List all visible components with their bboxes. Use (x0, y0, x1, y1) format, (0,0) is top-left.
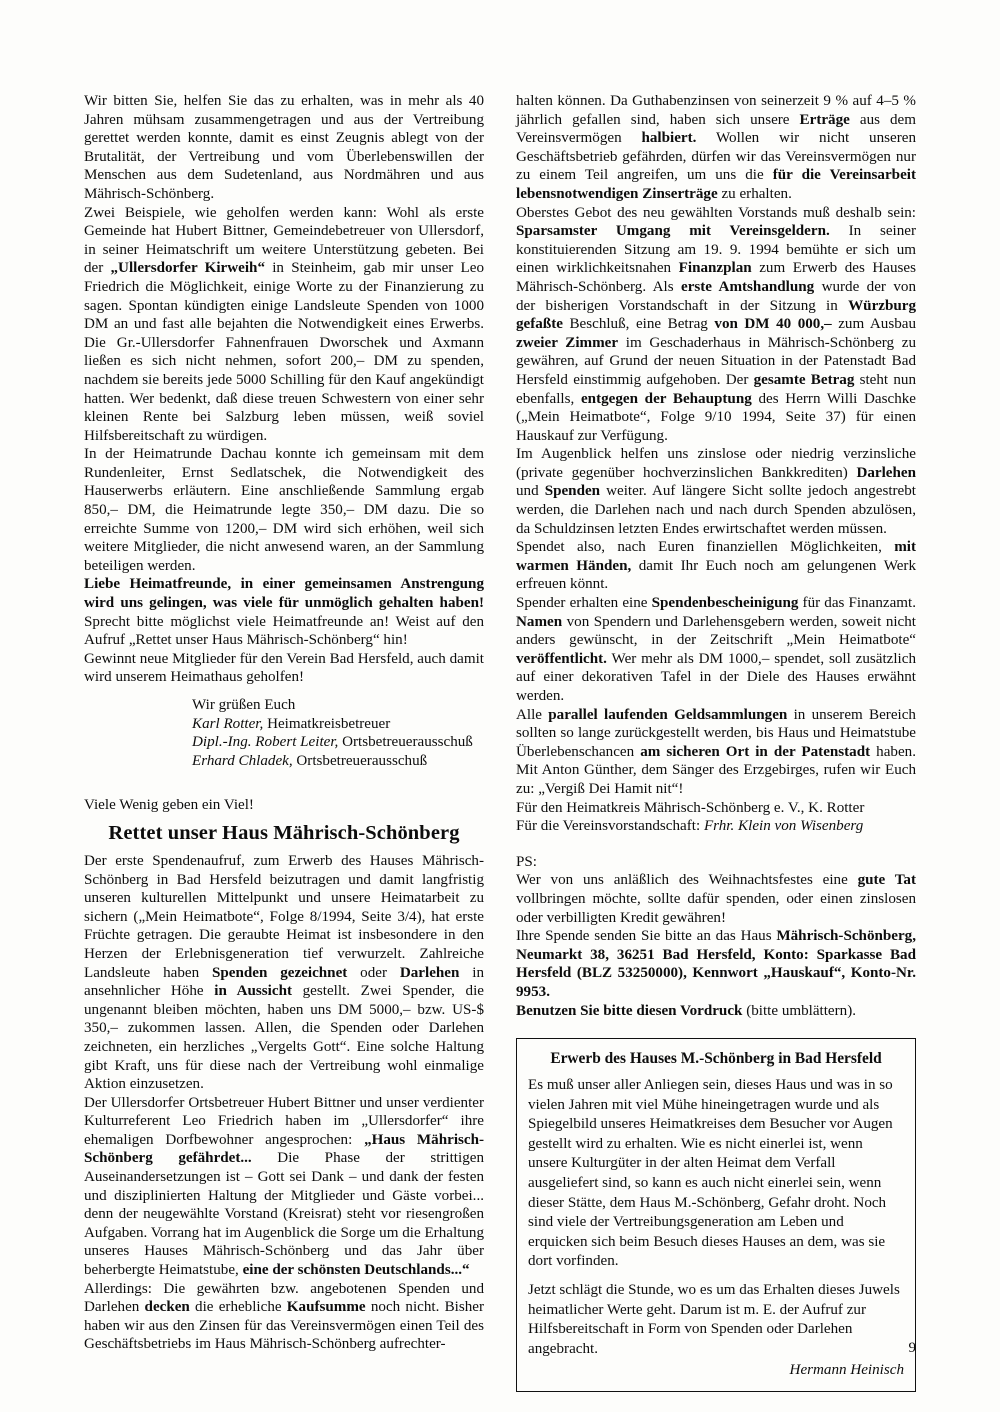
right-column (516, 92, 916, 1392)
paragraph-text: Im Augenblick helfen uns zinslose oder niedrig verzinsliche (private gegenüber hochverzinslichen Bankkrediten) (516, 446, 916, 481)
page-number: 9 (908, 1340, 916, 1356)
box-paragraph-2 (528, 1281, 904, 1359)
paragraph-text: in Steinheim, gab mir unser Leo Friedrich die Möglichkeit, einige Worte zu der Finanzierung zu sagen. Spontan kündigten einige Landsleute Spenden von 1000 DM an und fast alle bejahten die Notwendigkeit eines Erwerbs. Die Gr.-Ullersdorfer Fahnenfrauen Dworschek und Axmann ließen es sich nicht nehmen, sofort 200,– DM zu spenden, nachdem sie bereits jede 5000 Schilling für den Kauf angekündigt hatten. Wer bedenkt, daß diese treuen Schwestern von einer sehr kleinen Rente bei Salzburg leben müssen, weiß soviel Hilfsbereitschaft zu würdigen. (84, 260, 484, 444)
paragraph-intro (84, 92, 484, 204)
paragraph-text: des Herrn Willi Daschke („Mein Heimatbote“, Folge 9/10 1994, Seite 37) für einen Hauskauf zur Verfügung. (516, 390, 917, 444)
paragraph-text: Wollen wir nicht unseren Geschäftsbetrieb gefährden, dürfen wir das Vereinsvermögen nur zu einem Teil angreifen, um uns die (516, 130, 916, 184)
emphasis-entgegen-behauptung: entgegen der Behauptung (580, 390, 752, 407)
paragraph-text: noch nicht. Bisher haben wir aus den Zinsen für das Vereinsvermögen einen Teil des Geschäftsbetriebs im Haus Mährisch-Schönberg aufrechter- (84, 1299, 484, 1353)
emphasis-kaufsumme: Kaufsumme (286, 1299, 366, 1316)
motto-text: Viele Wenig geben ein Viel! (84, 797, 254, 814)
emphasis-parallel-geldsammlungen: parallel laufenden Geldsammlungen (548, 706, 788, 723)
paragraph-text: Der erste Spendenaufruf, zum Erwerb des Hauses Mährisch-Schönberg in Bad Hersfeld beizutragen und damit langfristig unseren kulturellen Mittelpunkt und unsere Heimatarbeit zu sichern („Mein Heimatbote“, Folge 8/1994, Seite 3/4), hat erste Früchte getragen. Die geraubte Heimat ist insbesondere in den Herzen der Erlebnisgeneration tief verwurzelt. Zahlreiche Landsleute haben (84, 852, 484, 981)
bank-account-details: Mährisch-Schönberg, Neumarkt 38, 36251 Bad Hersfeld, Konto: Sparkasse Bad Hersfeld (BLZ 53250000), Kennwort „Hauskauf“, Konto-Nr. 9953. (516, 928, 916, 1000)
paragraph-text: im Geschaderhaus in Mährisch-Schönberg zu gewähren, auf Grund der neuen Situation in der Patenstadt Bad Hersfeld einstimmig aufgehoben. Der (516, 334, 916, 388)
signer-role: Ortsbetreuerausschuß (338, 734, 473, 751)
ps-form-notice (516, 1002, 916, 1021)
paragraph-text: in ansehnlicher Höhe (84, 964, 484, 1000)
signer-role: Ortsbetreuerausschuß (292, 752, 428, 769)
paragraph-text: Spendet also, nach Euren finanziellen Möglichkeiten, (516, 539, 895, 556)
signature-line-2 (84, 733, 484, 752)
emphasis-halbiert: halbiert. (641, 130, 697, 147)
paragraph-text: weiter. Auf längere Sicht sollte jedoch angestrebt werden, die Darlehen nach und nach durch Spenden abzulösen, da Schuldzinsen letzten Endes erwirtschaftet werden müssen. (516, 483, 917, 537)
emphasis-zweier-zimmer: zweier Zimmer (516, 334, 619, 351)
paragraph-board (516, 204, 916, 446)
paragraph-text: Gewinnt neue Mitglieder für den Verein Bad Hersfeld, auch damit wird unserem Heimathaus geholfen! (84, 650, 484, 686)
emphasis-gute-tat: gute Tat (857, 872, 916, 889)
paragraph-text: Wir bitten Sie, helfen Sie das zu erhalten, was in mehr als 40 Jahren mühsam zusammengetragen und aus der Vertreibung gerettet werden konnte, damit es einst Zeugnis ablegt von der Brutalität, der Vertreibung und vom Überlebenswillen der Menschen aus dem Sudetenland, aus Nordmähren und aus Mährisch-Schönberg. (84, 93, 484, 202)
signature-text: Für die Vereinsvorstandschaft: (516, 818, 704, 835)
emphasis-darlehen: Darlehen (399, 964, 460, 981)
paragraph-text: für das Finanzamt. (798, 595, 917, 612)
left-column (84, 92, 484, 1392)
article-headline: Rettet unser Haus Mährisch-Schönberg (108, 821, 460, 844)
paragraph-text: Jetzt schlägt die Stunde, wo es um das Erhalten dieses Juwels heimatlicher Werte geht. Darum ist m. E. der Aufruf zur Hilfsbereitschaft in Form von Spenden oder Darlehen angebracht. (528, 1282, 900, 1357)
paragraph-text: steht nun ebenfalls, (516, 371, 916, 407)
paragraph-text: oder (347, 964, 400, 981)
paragraph-text: Es muß unser aller Anliegen sein, dieses Haus und was in so vielen Jahren mit viel Mühe hineingetragen wurde und als Spiegelbild unseres Heimatkreises dem Besucher vor Augen gestellt wird zu erhalten. Wie es nicht einerlei ist, wenn unsere Kulturgüter in der alten Heimat dem Verfall ausgeliefert sind, so kann es auch nicht einerlei sein, wenn dieser Stätte, dem Haus M.-Schönberg, Gefahr droht. Noch sind viele der Vertreibungsgeneration am Leben und erquicken sich beim Besuch dieses Hauses an dem, was sie dort vorfinden. (528, 1077, 893, 1270)
emphasis-warme-haende: mit warmen Händen, (516, 539, 916, 574)
ps-label-text: PS: (516, 853, 537, 870)
box-title: Erwerb des Hauses M.-Schönberg in Bad Hersfeld (550, 1050, 882, 1068)
paragraph-text: die erhebliche (189, 1299, 287, 1316)
emphasis-sicherer-ort: am sicheren Ort in der Patenstadt (640, 743, 871, 760)
paragraph-text: (bitte umblättern). (742, 1002, 857, 1019)
paragraph-text: Allerdings: Die gewährten bzw. angebotenen Spenden und Darlehen (84, 1280, 484, 1316)
paragraph-text: Beschluß, eine Betrag (562, 316, 715, 333)
paragraph-text: Die Phase der strittigen Auseinandersetzungen ist – Gott sei Dank – und dank der festen und disziplinierten Haltung der Mitglieder und Gäste vorbei... denn der neugewählte Vorstand (Kreisrat) steht vor riesengroßen Aufgaben. Vorrang hat im Augenblick die Sorge um die Erhaltung unseres Hauses Mährisch-Schönberg und das Jahr über beherbergte Heimatstube, (84, 1150, 484, 1279)
paragraph-receipt (516, 594, 916, 706)
paragraph-members (84, 650, 484, 687)
emphasis-spenden: Spenden (544, 483, 601, 500)
emphasis-decken: decken (144, 1299, 190, 1316)
highlight-box (516, 1038, 916, 1392)
two-column-layout (84, 92, 916, 1392)
emphasis-ullersdorfer-kirweih: „Ullersdorfer Kirweih“ (110, 260, 265, 277)
emphasis-haus-gefaehrdet: „Haus Mährisch-Schönberg gefährdet... (84, 1131, 485, 1167)
signature-text: Für den Heimatkreis Mährisch-Schönberg e. V., K. Rotter (516, 799, 865, 816)
paragraph-loans (516, 445, 916, 538)
paragraph-text: In seiner konstituierenden Sitzung am 19. 9. 1994 bemühte er sich um einen wirklichkeitsnahen (516, 223, 916, 277)
signer-name: Erhard Chladek, (192, 752, 293, 769)
paragraph-text: wurde der von der bisherigen Vorstandschaft in der Sitzung in (516, 278, 916, 314)
emphasis-finanzplan: Finanzplan (678, 260, 752, 277)
ps-bank-details (516, 927, 916, 1001)
emphasis-in-aussicht: in Aussicht (214, 983, 292, 1000)
paragraph-text: zum Erwerb des Hauses Mährisch-Schönberg. Als (516, 260, 916, 295)
paragraph-text: in unserem Bereich sollten so lange zurückgestellt werden, bis Haus und Heimatstube Überlebenschancen (516, 706, 916, 760)
emphasis-betrag-dm: von DM 40 000,– (714, 316, 832, 333)
signature-text: Wir grüßen Euch (192, 697, 296, 713)
paragraph-ullersdorf (84, 1094, 484, 1280)
paragraph-text: In der Heimatrunde Dachau konnte ich gemeinsam mit dem Rundenleiter, Ernst Sedlatschek, die Notwendigkeit des Hauserwerbs erläutern. Eine anschließende Sammlung ergab 850,– DM, die Heimatrunde legte 350,– DM dazu. Die so erreichte Summe von 1200,– DM wird sich erhöhen, weil sich weitere Mitglieder, die nicht anwesend waren, an der Sammlung beteiligen werden. (84, 446, 484, 574)
paragraph-text: damit Ihr Euch noch am gelungenen Werk erfreuen könnt. (516, 557, 917, 593)
emphasis-wuerzburg: Würzburg gefaßte (516, 297, 916, 333)
box-paragraph-1 (528, 1076, 904, 1272)
paragraph-text: gestellt. Zwei Spender, die ungenannt bleiben möchten, haben uns DM 5000,– bzw. US-$ 350,– zukommen lassen. Allen, die Spenden oder Darlehen zeichneten, ein herzliches „Vergelts Gott“. Eine solche Haltung gibt Kraft, uns für diese nach der Vertreibung wohl einmalige Aktion einzusetzen. (84, 983, 484, 1093)
paragraph-examples (84, 204, 484, 446)
emphasis-spendenbescheinigung: Spendenbescheinigung (651, 595, 799, 612)
signature-line-3 (84, 752, 484, 771)
emphasis-gesamte-betrag: gesamte Betrag (753, 371, 855, 388)
paragraph-text: Alle (516, 706, 549, 723)
paragraph-text: vollbringen möchte, sollte dafür spenden, oder einen zinslosen oder verbilligten Kredit gewähren! (516, 890, 916, 926)
emphasis-appeal: Liebe Heimatfreunde, in einer gemeinsamen Anstrengung wird uns gelingen, was viele für unmöglich gehalten haben! (84, 576, 484, 612)
paragraph-text: Wer von uns anläßlich des Weihnachtsfestes eine (516, 872, 858, 889)
emphasis-darlehen: Darlehen (856, 464, 916, 481)
paragraph-text: Der Ullersdorfer Ortsbetreuer Hubert Bittner und unser verdienter Kulturreferent Leo Friedrich haben im „Ullersdorfer“ ihre ehemaligen Dorfbewohner angesprochen: (84, 1094, 484, 1148)
paragraph-text: zum Ausbau (831, 316, 916, 333)
paragraph-first-appeal (84, 852, 484, 1094)
signature-association-1 (516, 799, 916, 818)
paragraph-text: Spender erhalten eine (516, 595, 652, 612)
ps-label (516, 853, 916, 872)
emphasis-erste-amtshandlung: erste Amtshandlung (681, 278, 815, 295)
signer-name: Frhr. Klein von Wisenberg (703, 818, 864, 835)
paragraph-text: Oberstes Gebot des neu gewählten Vorstands muß deshalb sein: (516, 204, 916, 221)
paragraph-text: Zwei Beispiele, wie geholfen werden kann: Wohl als erste Gemeinde hat Hubert Bittner, Gemeindebetreuer von Ullersdorf, in seiner Heimatschrift um weitere Unterstützung gebeten. Bei der (84, 204, 484, 277)
emphasis-sparsamster-umgang: Sparsamster Umgang mit Vereinsgeldern. (516, 223, 830, 240)
paragraph-appeal (84, 575, 484, 649)
emphasis-zinsertraege: für die Vereinsarbeit lebensnotwendigen Zinserträge (516, 167, 916, 202)
paragraph-text: zu erhalten. (717, 185, 792, 202)
paragraph-text: von Spendern und Darlehensgebern werden, soweit nicht anders gewünscht, in der Zeitschrift „Mein Heimatbote“ (516, 613, 916, 649)
paragraph-text: und (516, 483, 545, 500)
paragraph-text: Ihre Spende senden Sie bitte an das Haus (516, 928, 777, 945)
paragraph-donate-now (516, 538, 916, 594)
box-author: Hermann Heinisch (789, 1362, 904, 1379)
signature-line-1 (84, 715, 484, 734)
ps-paragraph-1 (516, 871, 916, 927)
emphasis-veroeffentlicht: veröffentlicht. (516, 650, 607, 667)
paragraph-text: aus dem Vereinsvermögen (516, 111, 917, 147)
emphasis-schoensten-deutschlands: eine der schönsten Deutschlands...“ (242, 1262, 470, 1279)
signature-greeting (84, 696, 484, 715)
paragraph-text: Sprecht bitte möglichst viele Heimatfreunde an! Weist auf den Aufruf „Rettet unser Haus Mährisch-Schönberg“ hin! (84, 613, 484, 649)
emphasis-namen: Namen (516, 613, 563, 630)
paragraph-text: Wer mehr als DM 1000,– spendet, soll zusätzlich auf einer dekorativen Tafel in der Diele des Hauses erwähnt werden. (516, 650, 916, 704)
signer-name: Karl Rotter, (192, 715, 264, 732)
paragraph-interest (516, 92, 916, 204)
signer-name: Dipl.-Ing. Robert Leiter, (192, 734, 339, 751)
motto-line (84, 796, 484, 815)
signature-association-2 (516, 817, 916, 836)
paragraph-text: halten können. Da Guthabenzinsen von seinerzeit 9 % auf 4–5 % jährlich gefallen sind, haben sich unsere (516, 93, 916, 128)
emphasis-vordruck: Benutzen Sie bitte diesen Vordruck (516, 1002, 743, 1019)
paragraph-dachau (84, 445, 484, 575)
paragraph-funding-gap (84, 1280, 484, 1354)
paragraph-parallel-collections (516, 706, 916, 799)
signer-role: Heimatkreisbetreuer (263, 715, 391, 732)
paragraph-text: haben. Mit Anton Günther, dem Sänger des Erzgebirges, rufen wir Euch zu: „Vergiß Dei Hamit nit“! (516, 743, 916, 797)
emphasis-ertraege: Erträge (799, 111, 850, 128)
emphasis-spenden-gezeichnet: Spenden gezeichnet (212, 964, 348, 981)
